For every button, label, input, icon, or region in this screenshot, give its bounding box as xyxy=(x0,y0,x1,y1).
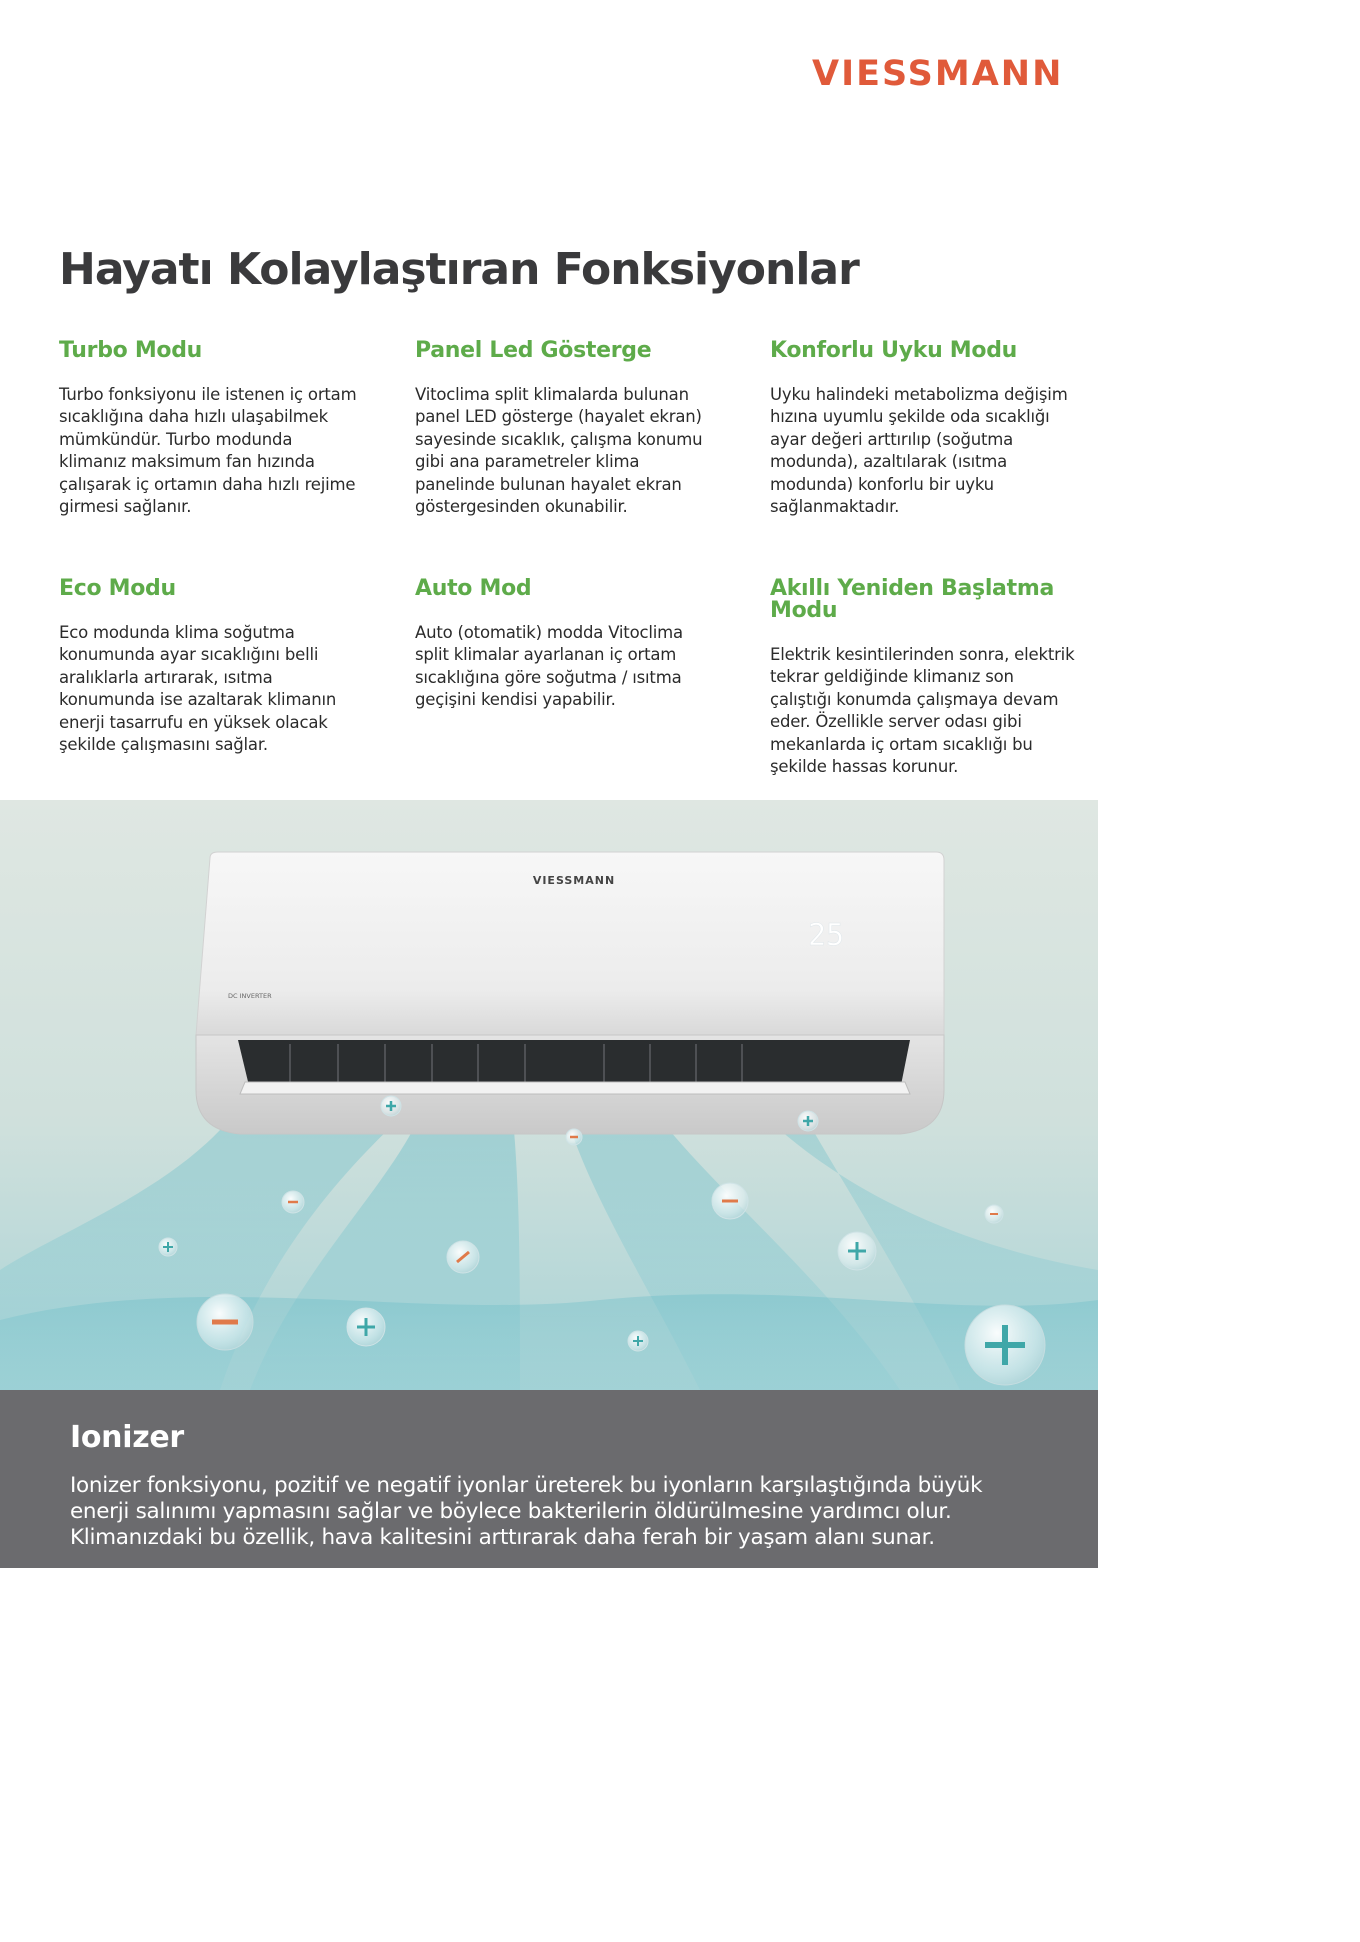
brand-name: VIESSMANN xyxy=(812,54,1064,94)
positive-ion-icon xyxy=(381,1096,401,1116)
negative-ion-icon xyxy=(197,1294,253,1350)
viessmann-logo xyxy=(812,46,1074,102)
negative-ion-icon xyxy=(447,1241,479,1273)
positive-ion-icon xyxy=(838,1232,876,1270)
feature-eco xyxy=(59,578,359,756)
negative-ion-icon xyxy=(712,1183,748,1219)
feature-title: Eco Modu xyxy=(59,576,176,601)
feature-title: Turbo Modu xyxy=(59,338,203,363)
inverter-label: DC INVERTER xyxy=(228,992,272,1000)
feature-text: Eco modunda klima soğutma konumunda ayar sıcaklığını belli aralıklarla artırarak, ısıtma konumunda ise azaltarak klimanın enerji tasarrufu en yüksek olacak şekilde çalışmasını sağlar. xyxy=(59,623,337,755)
ionizer-title: Ionizer xyxy=(70,1420,184,1455)
feature-text: Vitoclima split klimalarda bulunan panel LED gösterge (hayalet ekran) sayesinde sıcaklık, çalışma konumu gibi ana parametreler klima panelinde bulunan hayalet ekran göstergesinden okunabilir. xyxy=(415,385,703,517)
air-conditioner-illustration xyxy=(0,800,1098,1390)
feature-smart-restart xyxy=(770,578,1080,778)
feature-text: Uyku halindeki metabolizma değişim hızına uyumlu şekilde oda sıcaklığı ayar değeri arttırılıp (soğutma modunda), azaltılarak (ısıtma modunda) konforlu bir uyku sağlanmaktadır. xyxy=(770,385,1068,517)
feature-auto xyxy=(415,578,715,712)
feature-title: Konforlu Uyku Modu xyxy=(770,338,1018,363)
led-display: 25 xyxy=(807,918,845,953)
feature-title: Panel Led Gösterge xyxy=(415,338,652,363)
negative-ion-icon xyxy=(282,1191,304,1213)
positive-ion-icon xyxy=(347,1308,385,1346)
feature-text: Auto (otomatik) modda Vitoclima split klimalar ayarlanan iç ortam sıcaklığına göre soğutma / ısıtma geçişini kendisi yapabilir. xyxy=(415,623,683,710)
ionizer-text: Ionizer fonksiyonu, pozitif ve negatif iyonlar üreterek bu iyonların karşılaştığında büyük enerji salınımı yapmasını sağlar ve böylece bakterilerin öldürülmesine yardımcı olur. Klimanızdaki bu özellik, hava kalitesini arttırarak daha ferah bir yaşam alanı sunar. xyxy=(70,1473,983,1550)
positive-ion-icon xyxy=(628,1331,648,1351)
feature-text: Turbo fonksiyonu ile istenen iç ortam sıcaklığına daha hızlı ulaşabilmek mümkündür. Turbo modunda klimanız maksimum fan hızında çalışarak iç ortamın daha hızlı rejime girmesi sağlanır. xyxy=(59,385,357,517)
ac-unit xyxy=(196,852,944,1134)
feature-panel-led xyxy=(415,340,715,518)
feature-text: Elektrik kesintilerinden sonra, elektrik tekrar geldiğinde klimanız son çalıştığı konumda çalışmaya devam eder. Özellikle server odası gibi mekanlarda iç ortam sıcaklığı bu şekilde hassas korunur. xyxy=(770,645,1075,777)
feature-sleep xyxy=(770,340,1080,518)
ionizer-section xyxy=(0,1390,1098,1568)
negative-ion-icon xyxy=(985,1205,1003,1223)
positive-ion-icon xyxy=(159,1238,177,1256)
positive-ion-icon xyxy=(798,1111,818,1131)
unit-brand: VIESSMANN xyxy=(532,874,616,887)
feature-title: Akıllı Yeniden Başlatma Modu xyxy=(770,576,1054,623)
product-hero xyxy=(0,800,1098,1390)
feature-title: Auto Mod xyxy=(415,576,532,601)
page-title: Hayatı Kolaylaştıran Fonksiyonlar xyxy=(59,244,859,295)
negative-ion-icon xyxy=(566,1129,582,1145)
feature-turbo xyxy=(59,340,359,518)
positive-ion-icon xyxy=(965,1305,1045,1385)
